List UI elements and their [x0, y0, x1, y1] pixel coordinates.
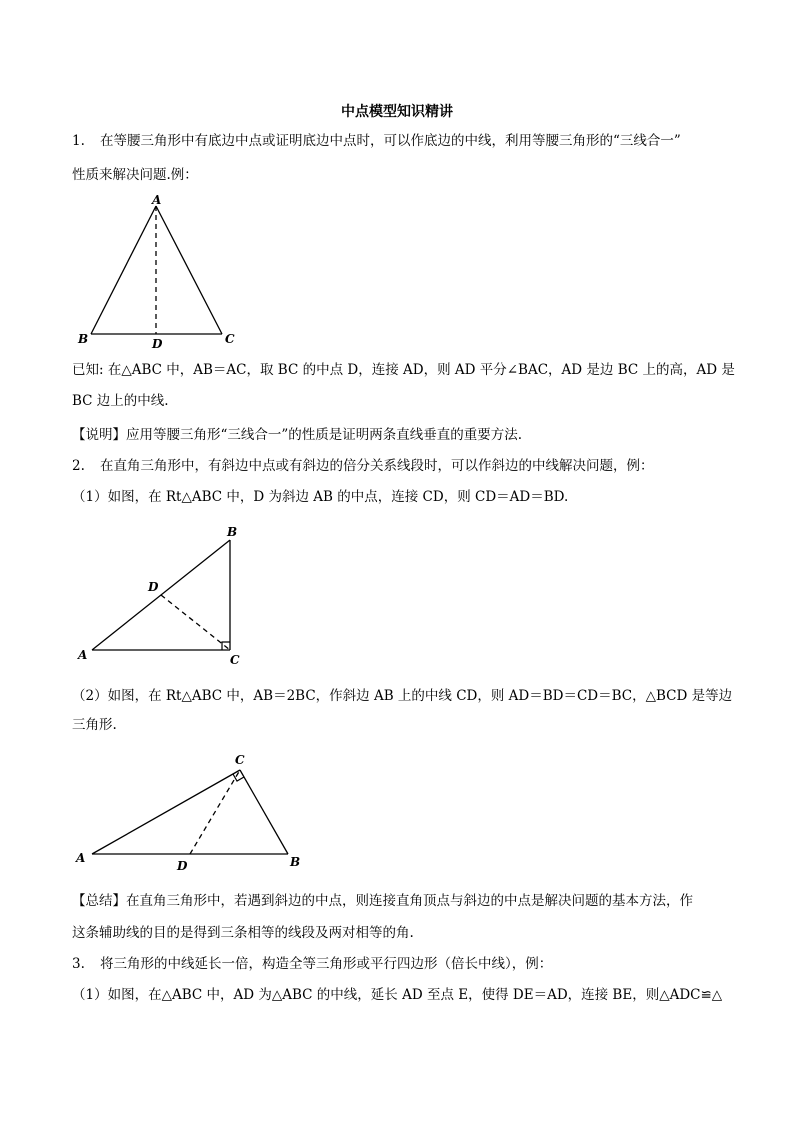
section-2-number: 2.	[72, 458, 85, 474]
page-title: 中点模型知识精讲	[341, 104, 453, 120]
label-b: B	[227, 525, 238, 539]
label-d: D	[148, 580, 159, 594]
section-1-line-2: 性质来解决问题.例：	[72, 167, 198, 183]
section-2-case-2-line-1: （2）如图，在 Rt△ABC 中，AB＝2BC，作斜边 AB 上的中线 CD，则 AD＝BD＝CD＝BC，△BCD 是等边	[72, 688, 733, 704]
section-1-note: 【说明】应用等腰三角形“三线合一”的性质是证明两条直线垂直的重要方法.	[72, 427, 523, 443]
label-b: B	[290, 855, 301, 869]
label-c: C	[235, 753, 245, 767]
side-ac	[92, 770, 240, 854]
section-1-line-1: 在等腰三角形中有底边中点或证明底边中点时，可以作底边的中线，利用等腰三角形的“三线合一”	[100, 133, 681, 149]
label-a: A	[78, 648, 88, 662]
section-2-summary-1: 【总结】在直角三角形中，若遇到斜边的中点，则连接直角顶点与斜边的中点是解决问题的基本方法，作	[72, 893, 693, 909]
label-d: D	[177, 859, 188, 873]
label-b: B	[78, 332, 89, 346]
label-a: A	[152, 193, 162, 207]
section-1-number: 1.	[72, 133, 85, 149]
side-cb	[240, 770, 288, 854]
label-c: C	[230, 653, 240, 667]
figure-right-triangle-2	[72, 748, 312, 878]
label-c: C	[225, 332, 235, 346]
section-3-case-1: （1）如图，在△ABC 中，AD 为△ABC 的中线，延长 AD 至点 E，使得 DE＝AD，连接 BE，则△ADC≌△	[72, 987, 723, 1003]
section-2-line-1: 在直角三角形中，有斜边中点或有斜边的倍分关系线段时，可以作斜边的中线解决问题，例：	[100, 458, 654, 474]
section-2-summary-2: 这条辅助线的目的是得到三条相等的线段及两对相等的角.	[72, 925, 414, 941]
figure-isosceles-triangle	[72, 192, 252, 352]
section-3-number: 3.	[72, 956, 85, 972]
section-3-line-1: 将三角形的中线延长一倍，构造全等三角形或平行四边形（倍长中线），例：	[100, 956, 553, 972]
label-a: A	[76, 851, 86, 865]
label-d: D	[152, 337, 163, 351]
section-2-case-2-line-2: 三角形.	[72, 717, 117, 733]
median-cd	[190, 770, 240, 854]
median-cd	[161, 595, 230, 650]
section-2-case-1: （1）如图，在 Rt△ABC 中，D 为斜边 AB 的中点，连接 CD，则 CD＝AD＝BD.	[72, 489, 569, 505]
figure-right-triangle-1	[72, 520, 262, 670]
side-ab	[91, 206, 156, 334]
section-1-known-1: 已知: 在△ABC 中，AB＝AC，取 BC 的中点 D，连接 AD，则 AD 平分∠BAC，AD 是边 BC 上的高，AD 是	[72, 362, 735, 378]
section-1-known-2: BC 边上的中线.	[72, 393, 169, 409]
side-ac	[156, 206, 222, 334]
